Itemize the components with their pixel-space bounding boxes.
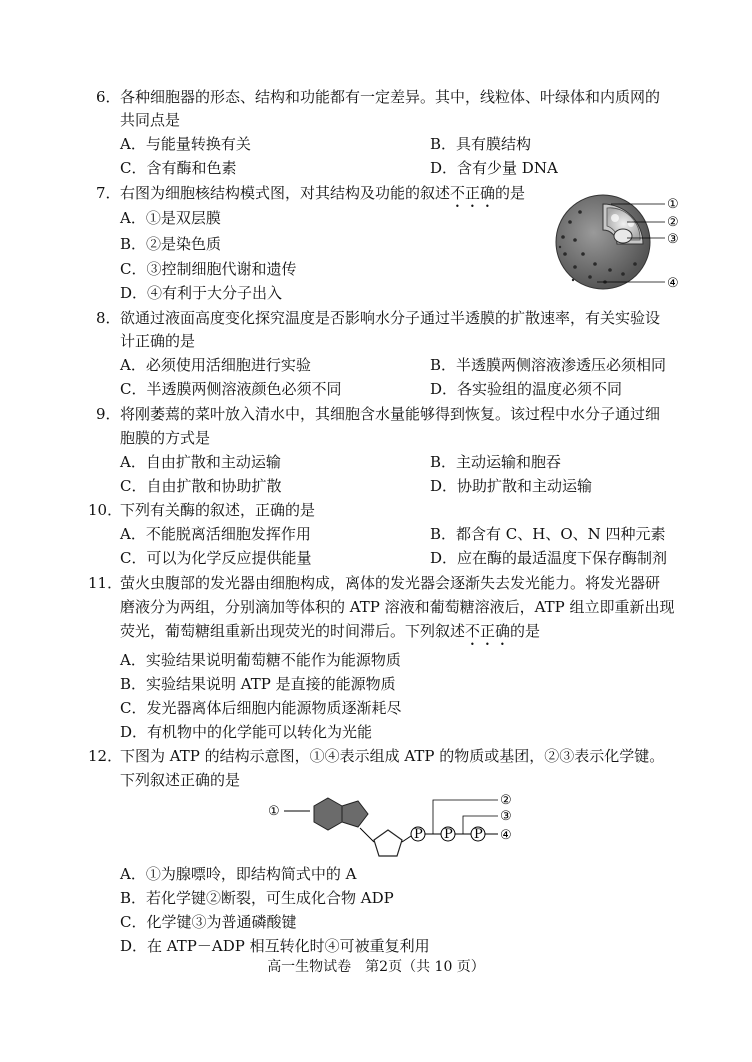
nucleus-label-2: ② <box>667 215 679 230</box>
q9-option-a: A．自由扩散和主动运输 <box>120 453 281 471</box>
atp-label-1: ① <box>268 804 280 819</box>
q7-stem <box>120 183 525 211</box>
q8-option-b: B．半透膜两侧溶液渗透压必须相同 <box>430 356 667 374</box>
q8-stem-line2: 计正确的是 <box>120 332 196 350</box>
q6-stem-line1: 各种细胞器的形态、结构和功能都有一定差异。其中，线粒体、叶绿体和内质网的 <box>120 88 661 106</box>
q11-option-b: B．实验结果说明 ATP 是直接的能源物质 <box>120 675 396 693</box>
q10-number: 10． <box>88 501 123 519</box>
q10-option-a: A．不能脱离活细胞发挥作用 <box>120 525 311 543</box>
adenine-hexagon <box>314 798 342 830</box>
q11-stem-line1: 萤火虫腹部的发光器由细胞构成，离体的发光器会逐渐失去发光能力。将发光器研 <box>120 574 661 592</box>
q7-number: 7． <box>96 184 121 202</box>
nucleus-label-1: ① <box>667 197 679 212</box>
q8-stem-line1: 欲通过液面高度变化探究温度是否影响水分子通过半透膜的扩散速率，有关实验设 <box>120 309 661 327</box>
q10-stem: 下列有关酶的叙述，正确的是 <box>120 501 316 519</box>
q7-option-d: D．④有利于大分子出入 <box>120 284 283 302</box>
phosphate-1-label: P <box>414 827 423 842</box>
q12-option-b: B．若化学键②断裂，可生成化合物 ADP <box>120 889 394 907</box>
q10-option-c: C．可以为化学反应提供能量 <box>120 549 312 567</box>
q12-option-c: C．化学键③为普通磷酸键 <box>120 913 297 931</box>
q9-number: 9． <box>96 405 121 423</box>
atp-label-4: ④ <box>500 828 512 843</box>
atp-label-3: ③ <box>500 809 512 824</box>
q11-option-c: C．发光器离体后细胞内能源物质逐渐耗尽 <box>120 699 402 717</box>
q12-stem-line2: 下列叙述正确的是 <box>120 771 241 789</box>
q9-stem-line1: 将刚萎蔫的菜叶放入清水中，其细胞含水量能够得到恢复。该过程中水分子通过细 <box>120 405 661 423</box>
q7-stem-emphasis: 不正确 <box>450 184 496 202</box>
q11-stem-line3 <box>120 621 540 649</box>
q11-stem-post: 的是 <box>510 622 541 640</box>
q6-option-c: C．含有酶和色素 <box>120 159 237 177</box>
q10-option-d: D．应在酶的最适温度下保存酶制剂 <box>430 549 668 567</box>
ribose-pentagon <box>374 830 402 856</box>
q9-option-d: D．协助扩散和主动运输 <box>430 477 593 495</box>
q7-option-c: C．③控制细胞代谢和遗传 <box>120 260 297 278</box>
q12-stem-line1: 下图为 ATP 的结构示意图，①④表示组成 ATP 的物质或基团，②③表示化学键。 <box>120 747 665 765</box>
q9-option-c: C．自由扩散和协助扩散 <box>120 477 282 495</box>
q8-option-a: A．必须使用活细胞进行实验 <box>120 356 311 374</box>
q6-option-d: D．含有少量 DNA <box>430 159 558 177</box>
nucleus-label-3: ③ <box>667 232 679 247</box>
adenine-pentagon <box>342 801 368 827</box>
q11-stem-emphasis: 不正确 <box>465 622 511 640</box>
q11-option-d: D．有机物中的化学能可以转化为光能 <box>120 723 373 741</box>
q6-stem-line2: 共同点是 <box>120 111 181 129</box>
q8-option-c: C．半透膜两侧溶液颜色必须不同 <box>120 380 342 398</box>
nucleolus <box>614 229 632 243</box>
q7-option-a: A．①是双层膜 <box>120 209 221 227</box>
q6-option-a: A．与能量转换有关 <box>120 135 251 153</box>
q8-number: 8． <box>96 309 121 327</box>
q12-option-a: A．①为腺嘌呤，即结构简式中的 A <box>120 865 357 883</box>
q11-option-a: A．实验结果说明葡萄糖不能作为能源物质 <box>120 651 401 669</box>
q6-number: 6． <box>96 88 121 106</box>
q9-option-b: B．主动运输和胞吞 <box>430 453 562 471</box>
q7-option-b: B．②是染色质 <box>120 235 222 253</box>
q12-option-d: D．在 ATP－ADP 相互转化时④可被重复利用 <box>120 937 430 955</box>
phosphate-2-label: P <box>444 827 453 842</box>
q10-option-b: B．都含有 C、H、O、N 四种元素 <box>430 525 666 543</box>
q8-option-d: D．各实验组的温度必须不同 <box>430 380 623 398</box>
q11-stem-pre: 荧光，葡萄糖组重新出现荧光的时间滞后。下列叙述 <box>120 622 466 640</box>
q6-option-b: B．具有膜结构 <box>430 135 532 153</box>
q7-stem-post: 的是 <box>495 184 526 202</box>
nucleus-label-4: ④ <box>667 276 679 291</box>
phosphate-3-label: P <box>474 827 483 842</box>
page-footer: 高一生物试卷 第2页（共 10 页） <box>267 959 485 975</box>
q11-stem-line2: 磨液分为两组，分别滴加等体积的 ATP 溶液和葡萄糖溶液后，ATP 组立即重新出现 <box>120 598 675 616</box>
nucleus-diagram <box>545 192 695 292</box>
q9-stem-line2: 胞膜的方式是 <box>120 429 211 447</box>
atp-structure-diagram <box>266 790 526 860</box>
q7-stem-pre: 右图为细胞核结构模式图，对其结构及功能的叙述 <box>120 184 451 202</box>
q11-number: 11． <box>88 574 123 592</box>
atp-label-2: ② <box>500 793 512 808</box>
q12-number: 12． <box>88 747 123 765</box>
